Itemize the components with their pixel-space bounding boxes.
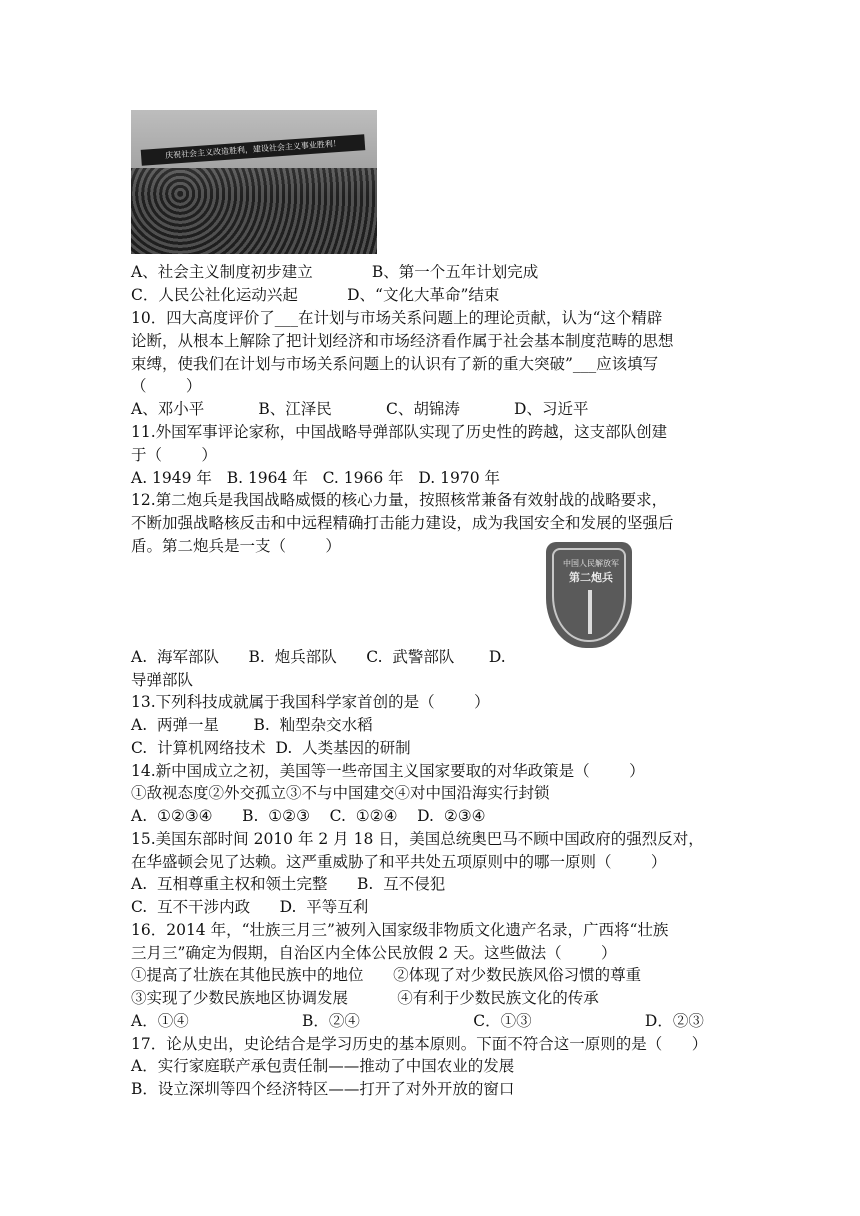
badge-line2: 第二炮兵 <box>569 571 613 584</box>
q14-stem: 14.新中国成立之初，美国等一些帝国主义国家要取的对华政策是（ ） <box>131 762 645 780</box>
q17-option-a: A．实行家庭联产承包责任制——推动了中国农业的发展 <box>131 1057 515 1075</box>
q9-options-ab: A、社会主义制度初步建立 B、第一个五年计划完成 <box>131 263 539 281</box>
q11-options: A. 1949 年 B. 1964 年 C. 1966 年 D. 1970 年 <box>131 469 501 487</box>
q12-line-2: 不断加强战略核反击和中远程精确打击能力建设，成为我国安全和发展的坚强后 <box>131 514 674 532</box>
q9-options-cd: C．人民公社化运动兴起 D、“文化大革命”结束 <box>131 286 500 304</box>
q10-options: A、邓小平 B、江泽民 C、胡锦涛 D、习近平 <box>131 400 589 418</box>
q16-items-34: ③实现了少数民族地区协调发展 ④有利于少数民族文化的传承 <box>131 989 599 1007</box>
q13-stem: 13.下列科技成就属于我国科学家首创的是（ ） <box>131 693 490 711</box>
photo-banner: 庆祝社会主义改造胜利，建设社会主义事业胜利！ <box>141 134 366 166</box>
badge-border <box>552 548 626 642</box>
badge-line1: 中国人民解放军 <box>563 559 619 568</box>
q12-line-1: 12.第二炮兵是我国战略威慑的核心力量，按照核常兼备有效射战的战略要求， <box>131 491 668 509</box>
q10-line-3: 束缚，使我们在计划与市场关系问题上的认识有了新的重大突破”___应该填写 <box>131 355 659 373</box>
q15-options-cd: C. 互不干涉内政 D. 平等互利 <box>131 898 369 916</box>
q11-line-1: 11.外国军事评论家称，中国战略导弹部队实现了历史性的跨越，这支部队创建 <box>131 423 668 441</box>
q17-option-b: B．设立深圳等四个经济特区——打开了对外开放的窗口 <box>131 1080 515 1098</box>
q17-stem: 17．论从史出，史论结合是学习历史的基本原则。下面不符合这一原则的是（ ） <box>131 1035 708 1053</box>
q10-line-4: （ ） <box>131 377 202 395</box>
q15-options-ab: A. 互相尊重主权和领土完整 B. 互不侵犯 <box>131 875 446 893</box>
q12-options: A. 海军部队 B. 炮兵部队 C. 武警部队 D. <box>131 648 506 666</box>
q10-line-2: 论断，从根本上解除了把计划经济和市场经济看作属于社会基本制度范畴的思想 <box>131 332 674 350</box>
q14-items: ①敌视态度②外交孤立③不与中国建交④对中国沿海实行封锁 <box>131 784 550 802</box>
q11-line-2: 于（ ） <box>131 446 217 464</box>
photo-crowd <box>131 168 377 254</box>
second-artillery-badge <box>546 542 632 648</box>
q15-line-1: 15.美国东部时间 2010 年 2 月 18 日，美国总统奥巴马不顾中国政府的强烈反对， <box>131 830 704 848</box>
q15-line-2: 在华盛顿会见了达赖。这严重威胁了和平共处五项原则中的哪一原则（ ） <box>131 853 667 871</box>
rally-photo <box>131 110 377 254</box>
q10-line-1: 10．四大高度评价了___在计划与市场关系问题上的理论贡献，认为“这个精辟 <box>131 309 663 327</box>
q13-options-cd: C. 计算机网络技术 D. 人类基因的研制 <box>131 739 411 757</box>
q12-line-3: 盾。第二炮兵是一支（ ） <box>131 537 341 555</box>
q16-line-2: 三月三”确定为假期，自治区内全体公民放假 2 天。这些做法（ ） <box>131 944 617 962</box>
q16-options: A．①④ B．②④ C．①③ D．②③ <box>131 1012 704 1030</box>
q14-options: A. ①②③④ B. ①②③ C. ①②④ D. ②③④ <box>131 807 486 825</box>
q16-items-12: ①提高了壮族在其他民族中的地位 ②体现了对少数民族风俗习惯的尊重 <box>131 966 642 984</box>
q13-options-ab: A. 两弹一星 B. 籼型杂交水稻 <box>131 716 373 734</box>
missile-icon <box>588 590 592 634</box>
q12-option-d-wrap: 导弹部队 <box>131 671 194 689</box>
q16-line-1: 16．2014 年，“壮族三月三”被列入国家级非物质文化遗产名录，广西将“壮族 <box>131 921 669 939</box>
